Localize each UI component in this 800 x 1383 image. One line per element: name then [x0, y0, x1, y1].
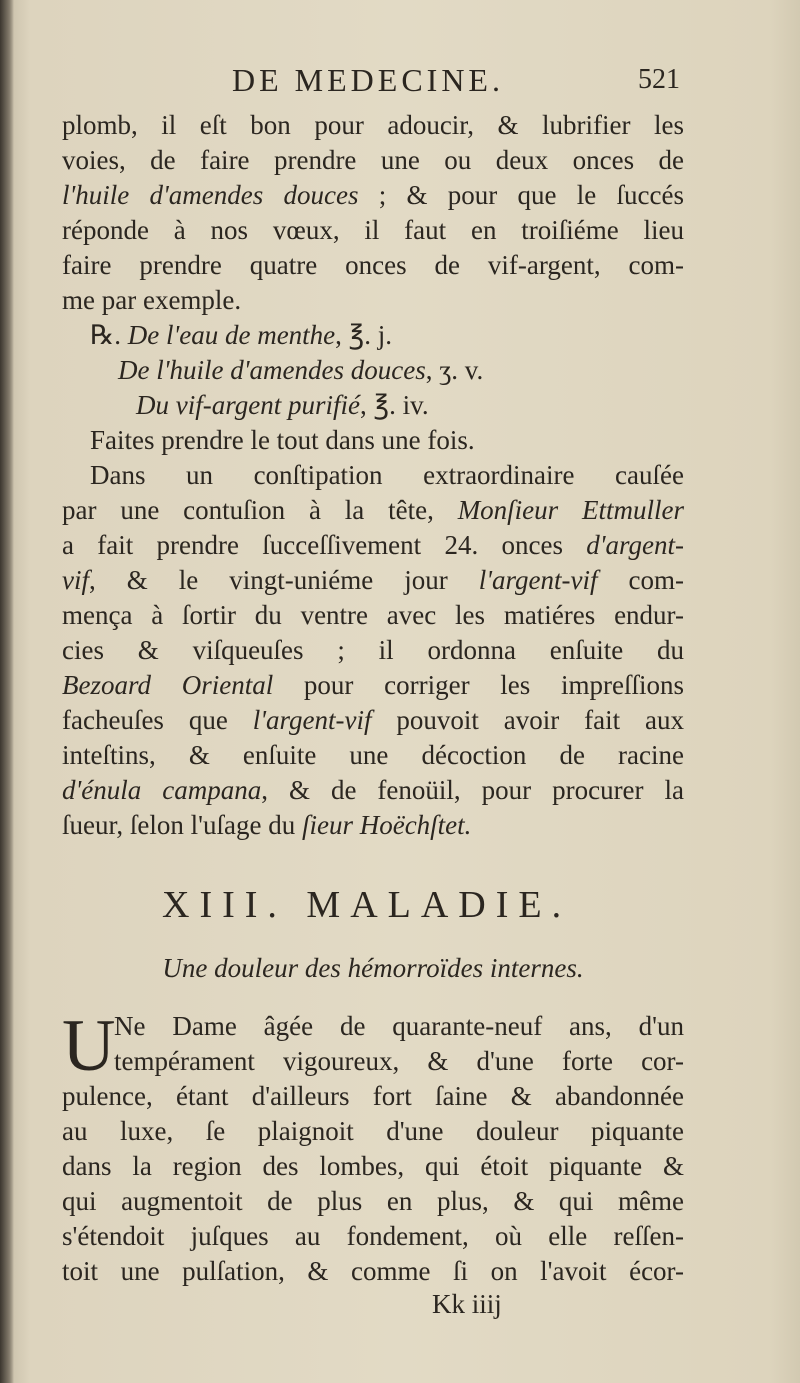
prescription-line: Du vif-argent purifié, ℥. iv.: [136, 390, 429, 420]
text-line: Faites prendre le tout dans une fois.: [90, 425, 475, 455]
text-line: mença à ſortir du ventre avec les matiéres endur-: [62, 600, 684, 630]
paragraph: [62, 1005, 684, 1289]
text-line: qui augmentoit de plus en plus, & qui même: [62, 1186, 684, 1216]
text-line: réponde à nos vœux, il faut en troiſiéme lieu: [62, 215, 684, 245]
text-line: s'étendoit juſques au fondement, où elle reſſen-: [62, 1221, 684, 1251]
page-number: 521: [638, 64, 680, 95]
text-line: l'huile d'amendes douces ; & pour que le ſuccés: [62, 180, 684, 210]
text-line: voies, de faire prendre une ou deux onces de: [62, 145, 684, 175]
prescription-line: ℞. De l'eau de menthe, ℥. j.: [90, 320, 393, 350]
text-line: me par exemple.: [62, 285, 242, 315]
text-line: cies & viſqueuſes ; il ordonna enſuite du: [62, 635, 684, 665]
text-line: au luxe, ſe plaignoit d'une douleur piquante: [62, 1116, 684, 1146]
signature-mark: Kk iiij: [432, 1289, 502, 1319]
text-line: d'énula campana, & de fenoüil, pour procurer la: [62, 775, 684, 805]
text-block: [62, 62, 684, 1324]
text-line: toit une pulſation, & comme ſi on l'avoit écor-: [62, 1256, 684, 1286]
text-line: pulence, étant d'ailleurs fort ſaine & abandonnée: [62, 1081, 684, 1111]
chapter-heading: XIII. MALADIE.: [162, 884, 572, 926]
text-line: ſueur, ſelon l'uſage du ſieur Hoëchſtet.: [62, 810, 472, 840]
text-line: plomb, il eſt bon pour adoucir, & lubrifier les: [62, 110, 684, 140]
page-header: [62, 62, 684, 108]
text-line: tempérament vigoureux, & d'une forte cor-: [114, 1046, 684, 1076]
text-line: inteſtins, & enſuite une décoction de racine: [62, 740, 684, 770]
book-gutter: [0, 0, 14, 1383]
text-line: facheuſes que l'argent-vif pouvoit avoir fait aux: [62, 705, 684, 735]
text-line: vif, & le vingt-uniéme jour l'argent-vif com-: [62, 565, 684, 595]
text-line: par une contuſion à la tête, Monſieur Ettmuller: [62, 495, 685, 525]
text-line: Dans un conſtipation extraordinaire cauſée: [90, 460, 684, 490]
text-line: Bezoard Oriental pour corriger les impreſſions: [62, 670, 684, 700]
italic-term: l'huile d'amendes douces: [62, 180, 359, 210]
recipe-symbol: ℞.: [90, 320, 121, 350]
running-head: DE MEDECINE.: [232, 62, 504, 98]
drop-cap: U: [62, 1005, 116, 1087]
prescription-line: De l'huile d'amendes douces, ʒ. v.: [118, 355, 484, 385]
text-line: a fait prendre ſucceſſivement 24. onces d'argent-: [62, 530, 684, 560]
text-line: dans la region des lombes, qui étoit piquante &: [62, 1151, 684, 1181]
chapter-subtitle: Une douleur des hémorroïdes internes.: [162, 953, 584, 983]
text-line: Ne Dame âgée de quarante-neuf ans, d'un: [114, 1011, 684, 1041]
text-line: faire prendre quatre onces de vif-argent, com-: [62, 250, 684, 280]
